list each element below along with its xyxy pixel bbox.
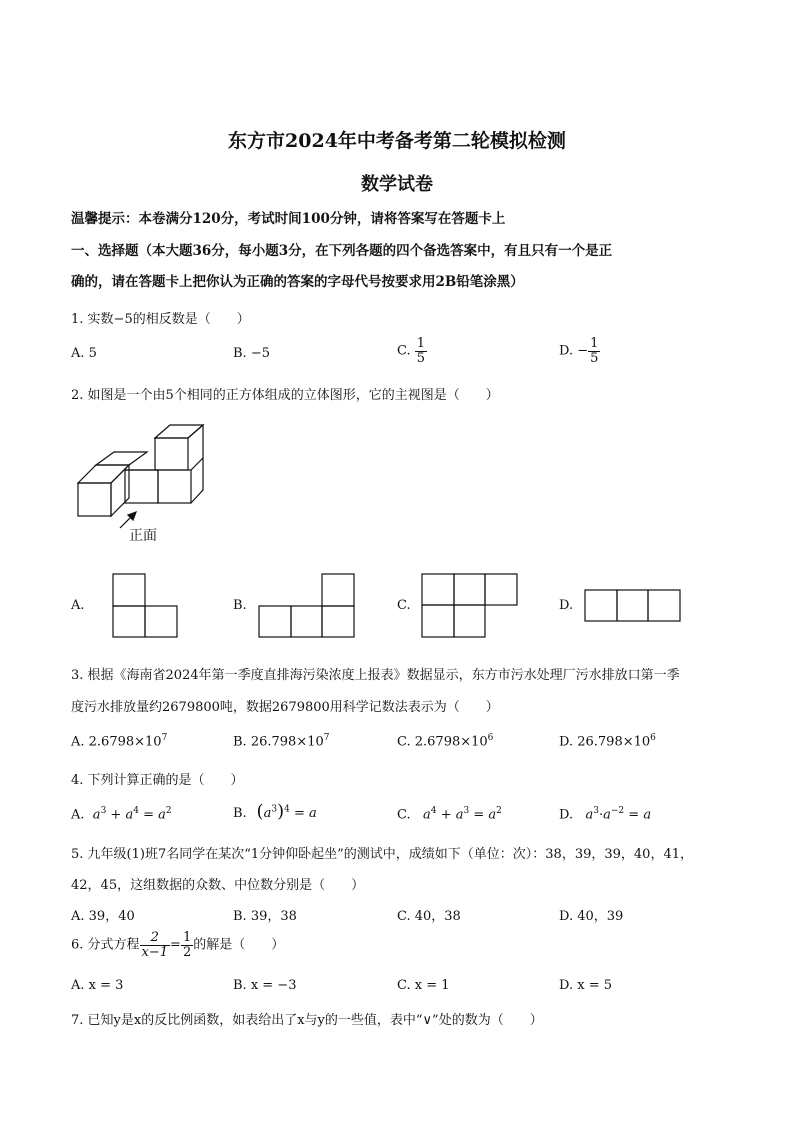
q1-option-a: A. 5 [71,346,97,361]
q2-option-c: C. [397,598,411,613]
question-3-line2: 度污水排放量约2679800吨，数据2679800用科学记数法表示为（ ） [71,700,499,715]
question-6 [71,931,284,959]
q3-d-exp: 6 [650,733,656,743]
q6-lhs-numerator: 2 [140,931,171,946]
q3-b-text: B. 26.798×10 [233,734,324,750]
q2-option-a: A. [71,598,85,613]
q3-option-a [71,733,167,749]
q5-option-a: A. 39，40 [71,909,135,924]
q1-d-fraction [588,337,600,365]
q6-pre: 6. 分式方程 [71,937,140,953]
section-heading-line2: 确的，请在答题卡上把你认为正确的答案的字母代号按要求用2B铅笔涂黑） [71,274,524,290]
q3-c-exp: 6 [487,733,494,743]
q5-option-d: D. 40，39 [559,909,624,924]
q1-option-b: B. −5 [233,346,270,361]
page-title: 东方市2024年中考备考第二轮模拟检测 [228,130,566,152]
q1-c-label: C. [397,343,411,359]
q4-d-label: D. [559,807,574,823]
q1-pre: 1. 实数 [71,312,114,327]
q6-equals: = [170,937,181,953]
q4-option-d: D. $a^3\cdot a^{-2} = a$ [559,806,652,823]
q1-c-denominator: 5 [416,350,426,366]
question-5-line1: 5. 九年级(1)班7名同学在某次“1分钟仰卧起坐”的测试中，成绩如下（单位：次）：38，39，39，40，41， [71,847,693,862]
q1-option-c [397,337,427,365]
q1-post: 的相反数是（ ） [132,312,250,327]
q4-option-c: C. $a^4 + a^3 = a^2$ [397,806,502,823]
q5-option-b: B. 39，38 [233,909,297,924]
q6-post: 的解是（ ） [193,937,285,953]
q1-d-label: D. − [559,343,589,359]
q1-c-fraction [415,337,427,365]
page-subtitle: 数学试卷 [361,174,433,195]
q3-b-exp: 7 [323,733,330,743]
q3-a-text: A. 2.6798×10 [71,734,162,750]
q6-rhs-fraction [181,931,193,959]
q4-a-label: A. [71,807,85,823]
q1-d-denominator: 5 [590,350,599,366]
q6-rhs-numerator: 1 [182,930,192,945]
q2-option-d-view [584,589,682,623]
q6-lhs-denominator: x−1 [141,944,169,960]
question-2: 2. 如图是一个由5个相同的正方体组成的立体图形，它的主视图是（ ） [71,388,499,403]
q4-b-label: B. [233,806,247,821]
q4-c-label: C. [397,807,411,823]
front-label: 正面 [129,528,157,544]
q3-a-exp: 7 [161,733,168,743]
q2-option-a-view [112,573,178,639]
cube-figure [70,420,220,520]
q6-option-c: C. x = 1 [397,978,450,993]
q6-rhs-denominator: 2 [182,944,192,960]
section-heading-line1: 一、选择题（本大题36分，每小题3分，在下列各题的四个备选答案中，有且只有一个是正 [71,243,613,259]
question-7: 7. 已知y是x的反比例函数，如表给出了x与y的一些值，表中“∨”处的数为（ ） [71,1013,543,1028]
question-1 [71,308,250,327]
question-3-line1: 3. 根据《海南省2024年第一季度直排海污染浓度上报表》数据显示，东方市污水处理厂污水排放口第一季 [71,668,680,683]
q1-d-numerator: 1 [590,336,599,351]
q2-option-c-view [421,573,519,639]
q2-option-b: B. [233,598,247,613]
question-5-line2: 42，45，这组数据的众数、中位数分别是（ ） [71,878,365,893]
q4-option-a: A. $a^3 + a^4 = a^2$ [71,806,172,823]
q6-option-b: B. x = −3 [233,978,297,993]
q5-option-c: C. 40，38 [397,909,461,924]
q3-option-d [559,733,656,749]
q6-option-d: D. x = 5 [559,978,612,993]
q6-option-a: A. x = 3 [71,978,124,993]
question-4: 4. 下列计算正确的是（ ） [71,773,244,788]
q2-option-b-view [258,573,356,639]
q3-option-c [397,733,493,749]
q3-d-text: D. 26.798×10 [559,734,651,750]
q6-lhs-fraction [140,931,171,959]
q1-option-d [559,337,600,365]
notice: 温馨提示：本卷满分120分，考试时间100分钟，请将答案写在答题卡上 [71,211,506,227]
q3-option-b [233,733,329,749]
q1-c-numerator: 1 [416,336,426,351]
q3-c-text: C. 2.6798×10 [397,734,488,750]
q2-option-d: D. [559,598,574,613]
q4-option-b: B. $(a^3)^4 = a$ [233,801,317,822]
q1-value: −5 [113,312,133,327]
